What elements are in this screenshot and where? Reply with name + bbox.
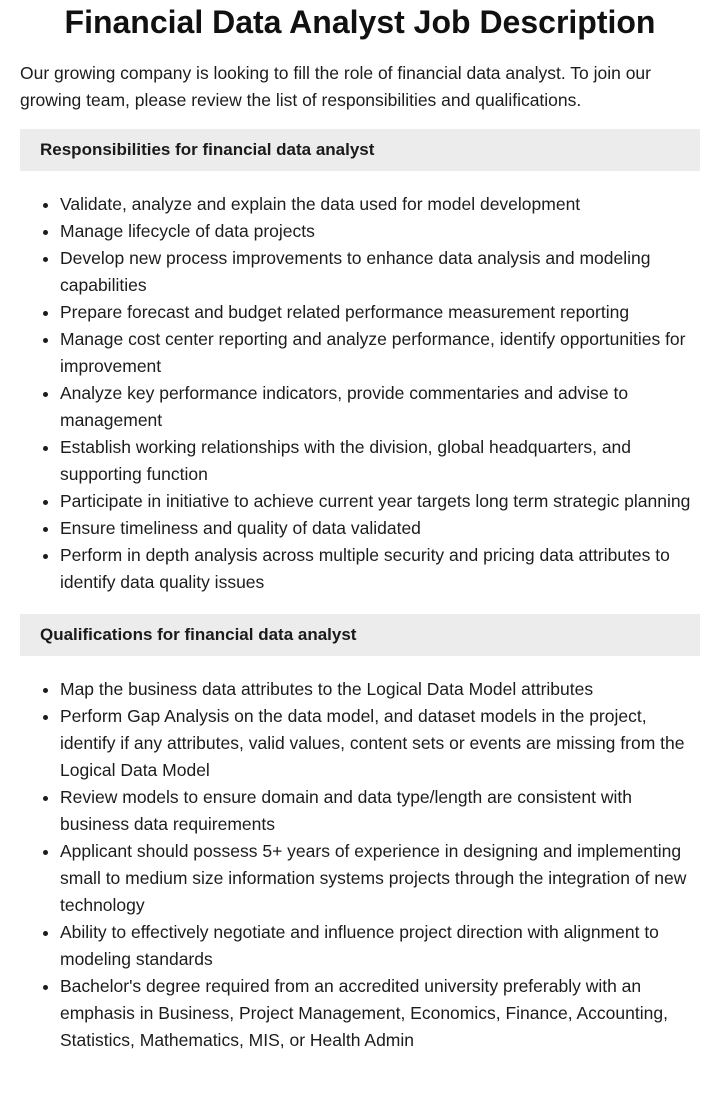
list-item: • Applicant should possess 5+ years of experience in designing and implementing small to medium size information systems projects through the integration of new technology: [60, 838, 700, 919]
page-title: Financial Data Analyst Job Description: [64, 4, 656, 40]
list-item: • Develop new process improvements to enhance data analysis and modeling capabilities: [60, 245, 700, 299]
list-item: • Analyze key performance indicators, provide commentaries and advise to management: [60, 380, 700, 434]
list-item: • Participate in initiative to achieve current year targets long term strategic planning: [60, 488, 700, 515]
list-item: • Ability to effectively negotiate and influence project direction with alignment to modeling standards: [60, 919, 700, 973]
list-item: • Manage lifecycle of data projects: [60, 218, 700, 245]
list-item: • Establish working relationships with the division, global headquarters, and supporting function: [60, 434, 700, 488]
list-item: • Map the business data attributes to the Logical Data Model attributes: [60, 676, 700, 703]
list-item: • Perform Gap Analysis on the data model, and dataset models in the project, identify if any attributes, valid values, content sets or events are missing from the Logical Data Model: [60, 703, 700, 784]
list-item: • Validate, analyze and explain the data used for model development: [60, 191, 700, 218]
qualifications-list: [20, 656, 700, 1054]
list-item: • Review models to ensure domain and data type/length are consistent with business data requirements: [60, 784, 700, 838]
intro-paragraph: Our growing company is looking to fill the role of financial data analyst. To join our growing team, please review the list of responsibilities and qualifications.: [20, 63, 651, 110]
list-item: • Prepare forecast and budget related performance measurement reporting: [60, 299, 700, 326]
list-item: • Perform in depth analysis across multiple security and pricing data attributes to identify data quality issues: [60, 542, 700, 596]
responsibilities-header: Responsibilities for financial data analyst: [20, 129, 700, 171]
responsibilities-list: [20, 171, 700, 596]
list-item: • Ensure timeliness and quality of data validated: [60, 515, 700, 542]
list-item: • Bachelor's degree required from an accredited university preferably with an emphasis in Business, Project Management, Economics, Finance, Accounting, Statistics, Mathematics, MIS, or Health Admin: [60, 973, 700, 1054]
qualifications-header: Qualifications for financial data analyst: [20, 614, 700, 656]
list-item: • Manage cost center reporting and analyze performance, identify opportunities for improvement: [60, 326, 700, 380]
